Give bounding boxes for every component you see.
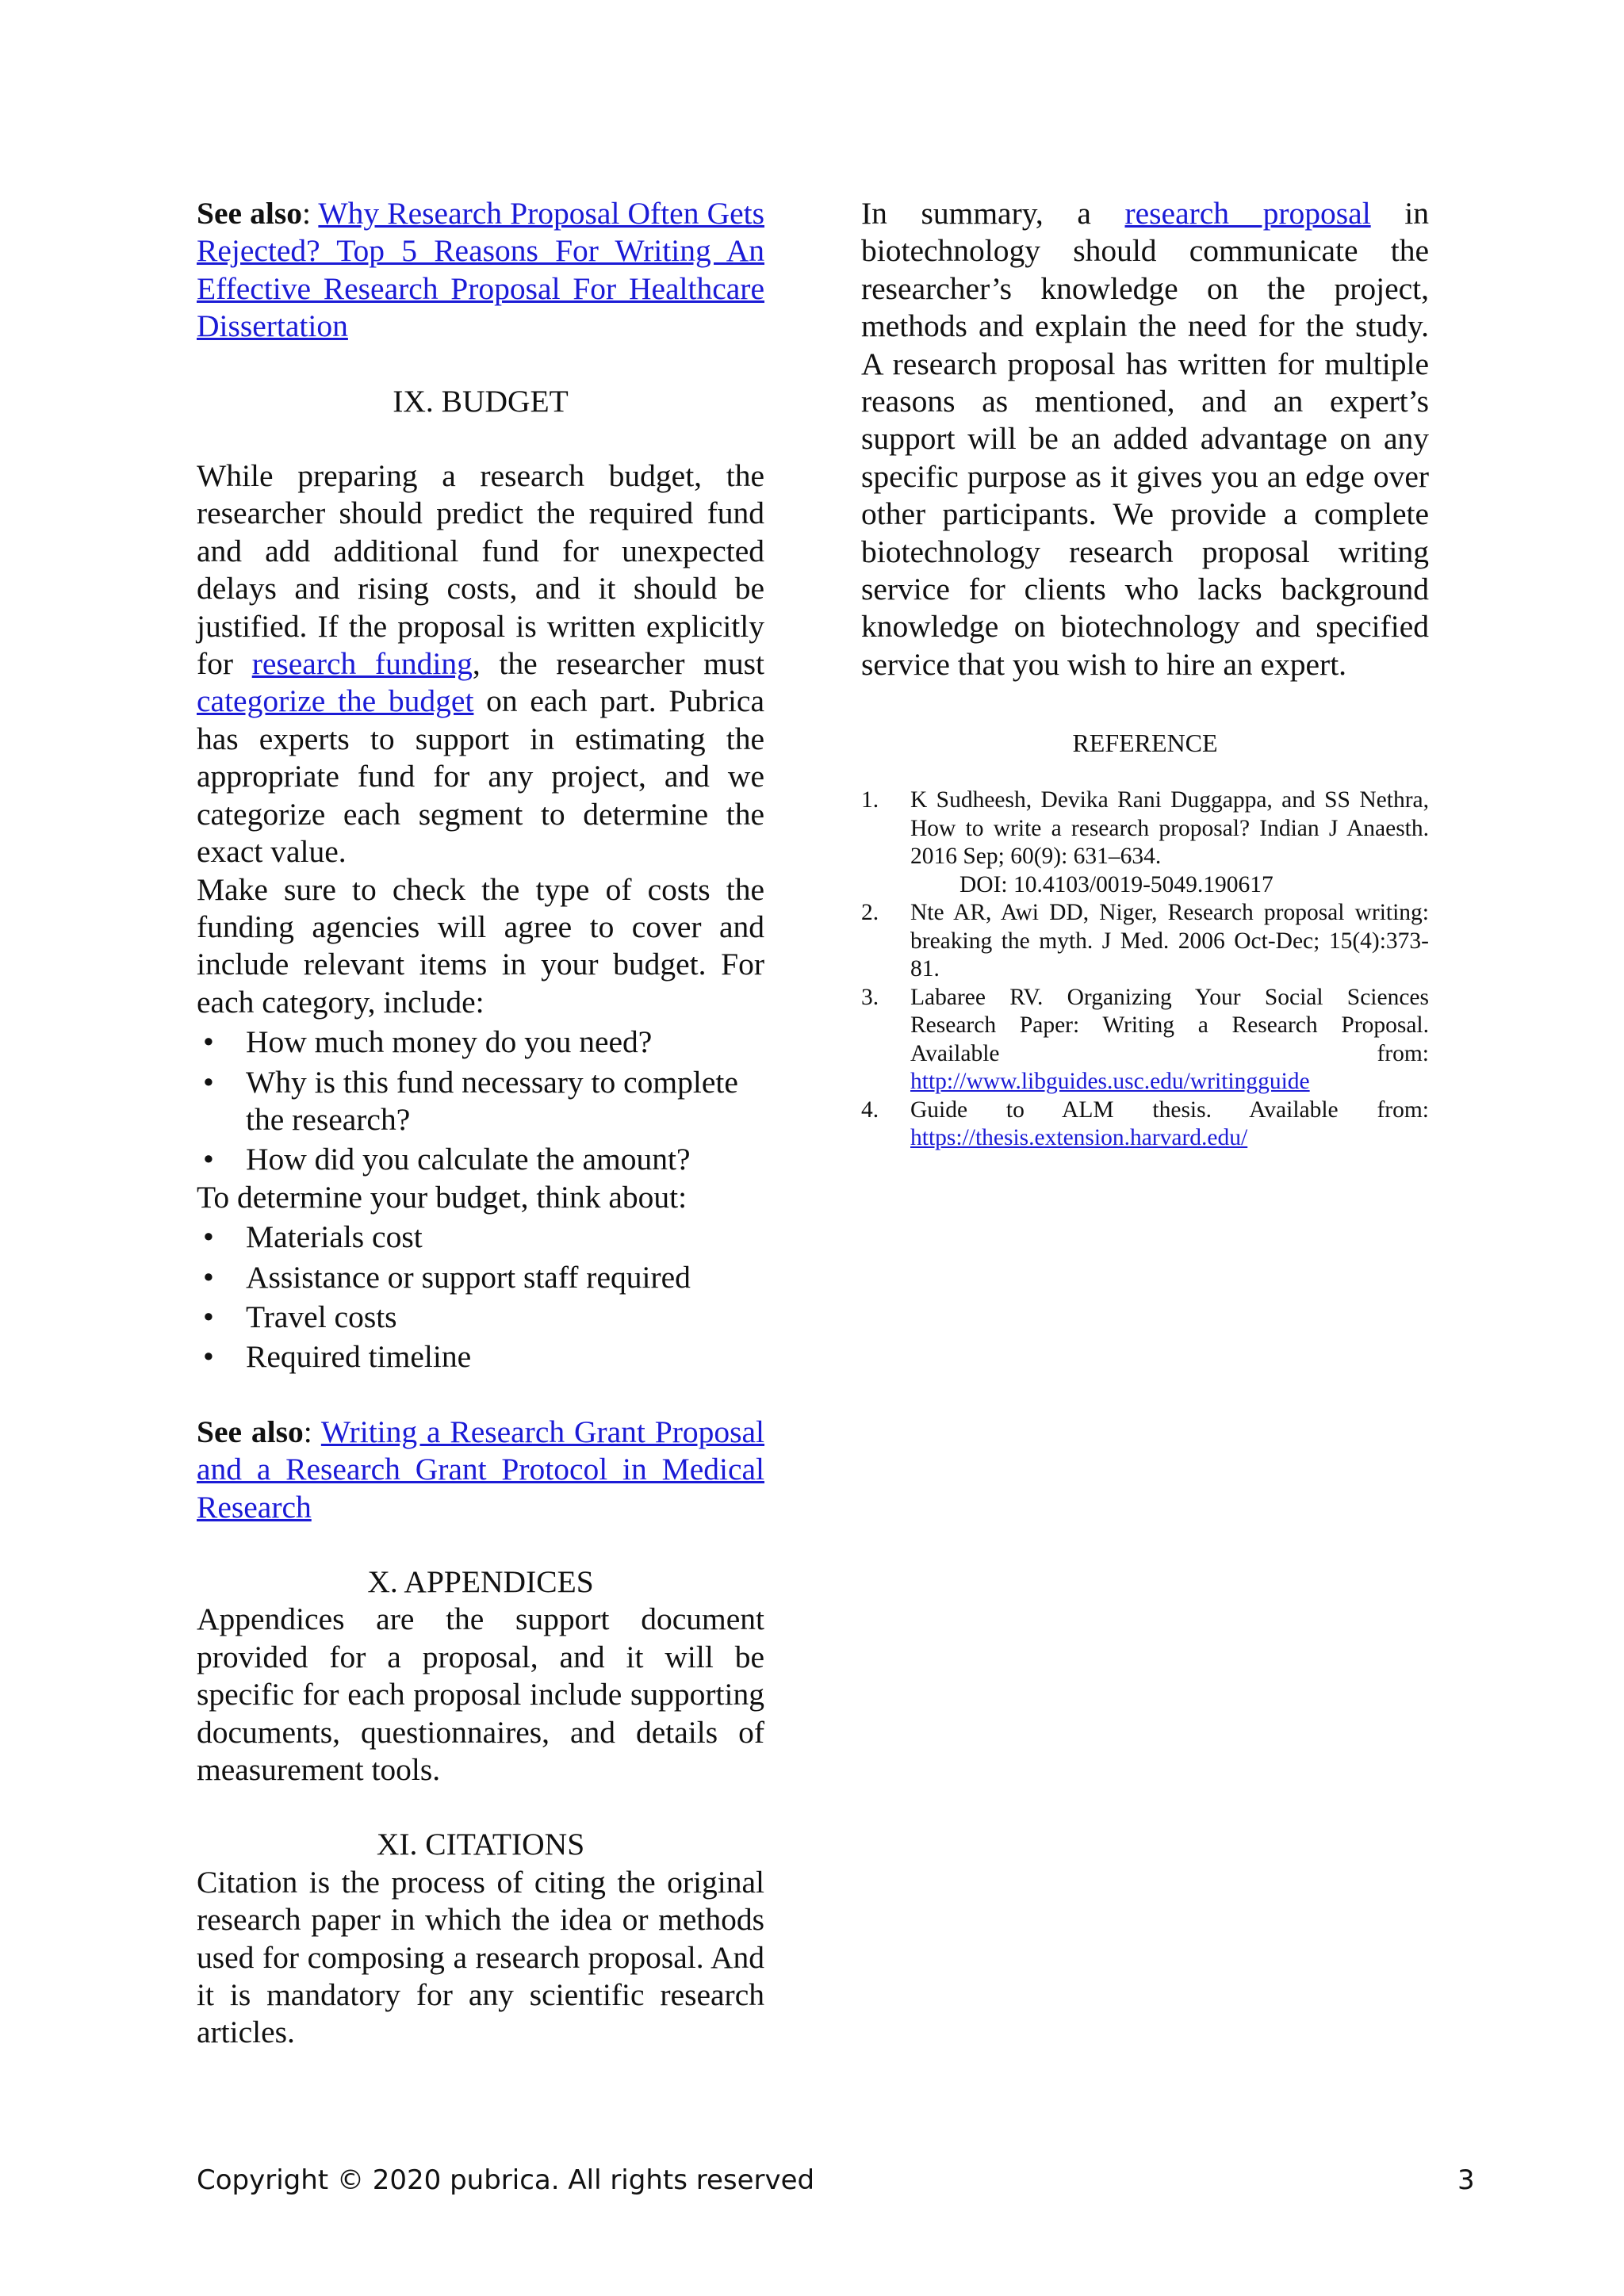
budget-bullet-list-1 bbox=[197, 1024, 764, 1179]
see-also-label: See also bbox=[197, 196, 302, 231]
see-also-2: See also: Writing a Research Grant Proposal and a Research Grant Protocol in Medical Research bbox=[197, 1414, 765, 1525]
page-number: 3 bbox=[1457, 2164, 1475, 2196]
reference-doi: DOI: 10.4103/0019-5049.190617 bbox=[959, 871, 1274, 897]
list-item: • Travel costs bbox=[197, 1299, 764, 1336]
reference-list bbox=[861, 786, 1429, 1153]
see-also-1: See also: Why Research Proposal Often Gets Rejected? Top 5 Reasons For Writing An Effective Research Proposal For Healthcare Dissertation bbox=[197, 196, 764, 344]
budget-paragraph-3: To determine your budget, think about: bbox=[197, 1179, 688, 1215]
list-item: • Why is this fund necessary to complete the research? bbox=[203, 1064, 738, 1137]
see-also-link-rejected-proposal[interactable]: Why Research Proposal Often Gets Rejected? Top 5 Reasons For Writing An Effective Research Proposal For Healthcare Dissertation bbox=[197, 196, 764, 344]
research-proposal-link[interactable]: research proposal bbox=[1124, 196, 1371, 231]
heading-citations: XI. CITATIONS bbox=[376, 1827, 585, 1862]
bullet-icon: • bbox=[203, 1219, 214, 1255]
reference-item: 4. Guide to ALM thesis. Available from: https://thesis.extension.harvard.edu/ bbox=[861, 1096, 1429, 1151]
reference-item: 1. K Sudheesh, Devika Rani Duggappa, and SS Nethra, How to write a research proposal? Indian J Anaesth. 2016 Sep; 60(9): 631–634. DOI: 10.4103/0019-5049.190617 bbox=[861, 786, 1429, 899]
summary-paragraph: In summary, a research proposal in biotechnology should communicate the researcher’s knowledge on the project, methods and explain the need for the study. A research proposal has written for multiple reasons as mentioned, and an expert’s support will be an added advantage on any specific purpose as it gives you an edge over other participants. We provide a complete biotechnology research proposal writing service for clients who lacks background knowledge on biotechnology and specified service that you wish to hire an expert. bbox=[861, 196, 1429, 682]
list-item: • How much money do you need? bbox=[197, 1024, 764, 1061]
categorize-budget-link[interactable]: categorize the budget bbox=[197, 683, 474, 719]
bullet-icon: • bbox=[203, 1024, 214, 1060]
left-column bbox=[197, 195, 764, 2052]
bullet-icon: • bbox=[203, 1142, 214, 1177]
budget-paragraph-1: While preparing a research budget, the researcher should predict the required fund and add additional fund for unexpected delays and rising costs, and it should be justified. If the proposal is written explicitly for research funding, the researcher must categorize the budget on each part. Pubrica has experts to support in estimating the appropriate fund for any project, and we categorize each segment to determine the exact value. bbox=[197, 458, 765, 870]
bullet-icon: • bbox=[203, 1339, 214, 1375]
bullet-icon: • bbox=[203, 1064, 214, 1100]
citations-paragraph: Citation is the process of citing the original research paper in which the idea or methods used for composing a research proposal. And it is mandatory for any scientific research articles. bbox=[197, 1864, 764, 2050]
list-item: • How did you calculate the amount? bbox=[197, 1141, 764, 1178]
research-funding-link[interactable]: research funding bbox=[251, 646, 473, 682]
heading-budget: IX. BUDGET bbox=[393, 383, 569, 419]
bullet-icon: • bbox=[203, 1259, 214, 1295]
budget-bullet-list-2 bbox=[197, 1219, 764, 1376]
see-also-link-grant-proposal[interactable]: Writing a Research Grant Proposal and a Research Grant Protocol in Medical Research bbox=[197, 1414, 765, 1525]
see-also-label: See also bbox=[197, 1414, 304, 1449]
list-item: • Assistance or support staff required bbox=[197, 1259, 764, 1296]
budget-paragraph-2: Make sure to check the type of costs the funding agencies will agree to cover and include relevant items in your budget. For each category, include: bbox=[197, 871, 764, 1020]
libguides-link[interactable]: http://www.libguides.usc.edu/writingguide bbox=[910, 1069, 1310, 1095]
bullet-icon: • bbox=[203, 1299, 214, 1334]
list-item: • Required timeline bbox=[197, 1338, 764, 1376]
heading-reference: REFERENCE bbox=[1072, 729, 1218, 758]
harvard-thesis-link[interactable]: https://thesis.extension.harvard.edu/ bbox=[910, 1125, 1248, 1151]
list-item: • Materials cost bbox=[197, 1219, 764, 1256]
footer-copyright: Copyright © 2020 pubrica. All rights reserved bbox=[197, 2164, 815, 2196]
reference-item: 3. Labaree RV. Organizing Your Social Sciences Research Paper: Writing a Research Proposal. Available from: http://www.libguides.usc.edu/writingguide bbox=[861, 984, 1429, 1095]
reference-item: 2. Nte AR, Awi DD, Niger, Research proposal writing: breaking the myth. J Med. 2006 Oct-Dec; 15(4):373-81. bbox=[861, 900, 1429, 982]
heading-appendices: X. APPENDICES bbox=[367, 1564, 594, 1599]
right-column bbox=[861, 195, 1429, 1153]
appendices-paragraph: Appendices are the support document provided for a proposal, and it will be specific for each proposal include supporting documents, questionnaires, and details of measurement tools. bbox=[197, 1601, 764, 1788]
